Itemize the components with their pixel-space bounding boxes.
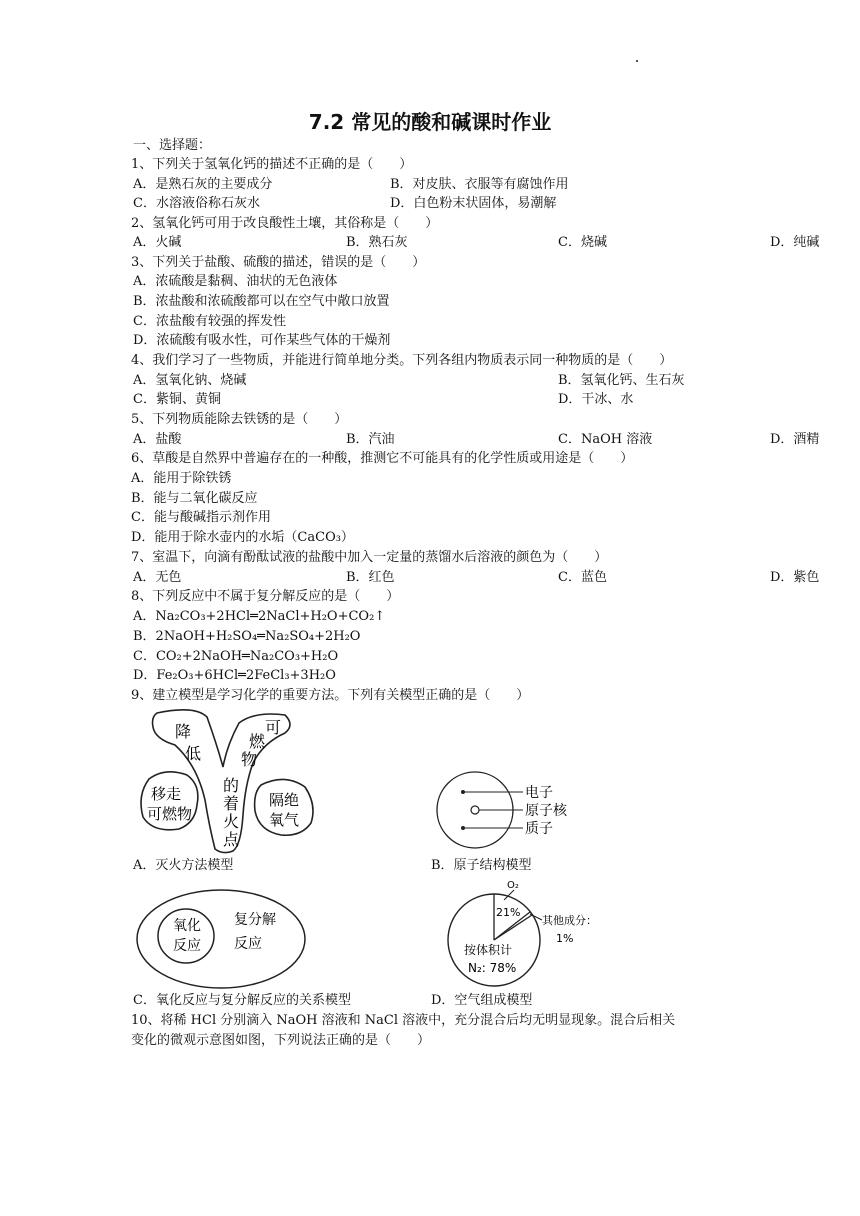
figure-d-other-leader: [530, 914, 542, 920]
q6-option-d: D．能用于除水壶内的水垢（CaCO₃）: [131, 530, 354, 545]
q9-option-a: A．灭火方法模型: [133, 858, 234, 873]
scan-dot: [636, 60, 638, 62]
q2-option-b: B．熟石灰: [346, 235, 408, 250]
q2-option-d: D．纯碱: [770, 235, 820, 250]
q8-option-d: D．Fe₂O₃+6HCl═2FeCl₃+3H₂O: [133, 668, 336, 683]
q8-stem: 8、下列反应中不属于复分解反应的是（ ）: [131, 589, 400, 604]
q1-option-a: A．是熟石灰的主要成分: [133, 177, 273, 192]
q3-stem: 3、下列关于盐酸、硫酸的描述，错误的是（ ）: [131, 255, 426, 270]
q1-option-b: B．对皮肤、衣服等有腐蚀作用: [390, 177, 569, 192]
q2-stem: 2、氢氧化钙可用于改良酸性土壤，其俗称是（ ）: [131, 216, 439, 231]
figure-c-relation-model: [135, 888, 310, 990]
q3-option-d: D．浓硫酸有吸水性，可作某些气体的干燥剂: [133, 333, 391, 348]
figure-b-electron-2: [461, 826, 465, 830]
q4-option-b: B．氢氧化钙、生石灰: [558, 373, 685, 388]
q6-option-c: C．能与酸碱指示剂作用: [131, 510, 271, 525]
figure-d-label-21: 21%: [496, 906, 521, 919]
q1-stem: 1、下列关于氢氧化钙的描述不正确的是（ ）: [131, 157, 413, 172]
figure-b-atom-model: [435, 770, 595, 850]
figure-c-inner-1: 氧化: [173, 918, 201, 934]
figure-b-nucleus: [471, 806, 479, 814]
figure-d-label-1: 1%: [556, 932, 574, 945]
q6-option-a: A．能用于除铁锈: [131, 471, 232, 486]
figure-a-text-4: 燃: [249, 732, 266, 751]
figure-a-text-3: 可: [265, 718, 282, 737]
figure-a-right-1: 隔绝: [269, 791, 300, 809]
figure-a-text-8: 火: [223, 812, 240, 831]
q5-stem: 5、下列物质能除去铁锈的是（ ）: [131, 412, 348, 427]
section-heading: 一、选择题：: [133, 138, 212, 153]
figure-a-text-1: 降: [175, 722, 192, 741]
figure-b-label-electron: 电子: [525, 785, 553, 801]
figure-a-left-2: 可燃物: [147, 805, 193, 823]
q8-option-a: A．Na₂CO₃+2HCl═2NaCl+H₂O+CO₂↑: [133, 609, 386, 624]
figure-b-label-nucleus: 原子核: [525, 803, 567, 819]
q7-option-c: C．蓝色: [558, 570, 607, 585]
figure-a-text-6: 的: [223, 776, 240, 795]
q4-option-a: A．氢氧化钠、烧碱: [133, 373, 247, 388]
figure-c-outer-2: 反应: [234, 936, 262, 952]
figure-d-label-n2: N₂: 78%: [468, 961, 517, 975]
q5-option-a: A．盐酸: [133, 432, 182, 447]
figure-a-text-7: 着: [223, 794, 240, 813]
figure-d-air-model: [446, 878, 606, 990]
q1-option-c: C．水溶液俗称石灰水: [133, 196, 260, 211]
q5-option-c: C．NaOH 溶液: [558, 432, 653, 447]
q5-option-d: D．酒精: [770, 432, 820, 447]
figure-b-label-proton: 质子: [525, 821, 553, 837]
q7-option-a: A．无色: [133, 570, 182, 585]
q2-option-c: C．烧碱: [558, 235, 607, 250]
q5-option-b: B．汽油: [346, 432, 395, 447]
q4-option-c: C．紫铜、黄铜: [133, 392, 221, 407]
figure-a-left-1: 移走: [151, 785, 182, 803]
figure-d-label-o2: O₂: [507, 880, 519, 891]
q8-option-c: C．CO₂+2NaOH═Na₂CO₃+H₂O: [133, 649, 339, 664]
figure-c-outer-ellipse: [137, 890, 305, 988]
q9-option-b: B．原子结构模型: [431, 858, 532, 873]
figure-c-inner-2: 反应: [173, 938, 201, 954]
q10-stem-line-2: 变化的微观示意图如图，下列说法正确的是（ ）: [131, 1033, 431, 1048]
figure-a-right-2: 氧气: [269, 811, 300, 829]
q1-option-d: D．白色粉末状固体，易潮解: [390, 196, 557, 211]
q9-stem: 9、建立模型是学习化学的重要方法。下列有关模型正确的是（ ）: [131, 688, 530, 703]
q7-stem: 7、室温下，向滴有酚酞试液的盐酸中加入一定量的蒸馏水后溶液的颜色为（ ）: [131, 550, 608, 565]
figure-b-electron-1: [461, 790, 465, 794]
figure-a-text-9: 点: [223, 830, 240, 849]
q2-option-a: A．火碱: [133, 235, 182, 250]
q6-option-b: B．能与二氧化碳反应: [131, 491, 258, 506]
figure-d-label-volume: 按体积计: [464, 943, 513, 957]
q10-stem-line-1: 10、将稀 HCl 分别滴入 NaOH 溶液和 NaCl 溶液中，充分混合后均无明显现象。混合后相关: [131, 1013, 676, 1028]
q9-option-c: C．氧化反应与复分解反应的关系模型: [133, 993, 351, 1008]
q6-stem: 6、草酸是自然界中普遍存在的一种酸，推测它不可能具有的化学性质或用途是（ ）: [131, 451, 634, 466]
page-title: 7.2 常见的酸和碱课时作业: [308, 110, 552, 134]
figure-c-outer-1: 复分解: [234, 912, 276, 928]
q3-option-a: A．浓硫酸是黏稠、油状的无色液体: [133, 274, 338, 289]
q7-option-b: B．红色: [346, 570, 395, 585]
q4-stem: 4、我们学习了一些物质，并能进行简单地分类。下列各组内物质表示同一种物质的是（ ）: [131, 353, 673, 368]
figure-d-label-other: 其他成分：: [542, 914, 597, 927]
q9-option-d: D．空气组成模型: [431, 993, 533, 1008]
figure-a-text-5: 物: [241, 750, 258, 769]
q4-option-d: D．干冰、水: [558, 392, 634, 407]
q7-option-d: D．紫色: [770, 570, 820, 585]
figure-a-extinguish-model: [135, 705, 325, 855]
q3-option-c: C．浓盐酸有较强的挥发性: [133, 314, 286, 329]
figure-a-text-2: 低: [185, 744, 202, 763]
q8-option-b: B．2NaOH+H₂SO₄═Na₂SO₄+2H₂O: [133, 629, 361, 644]
q3-option-b: B．浓盐酸和浓硫酸都可以在空气中敞口放置: [133, 294, 390, 309]
